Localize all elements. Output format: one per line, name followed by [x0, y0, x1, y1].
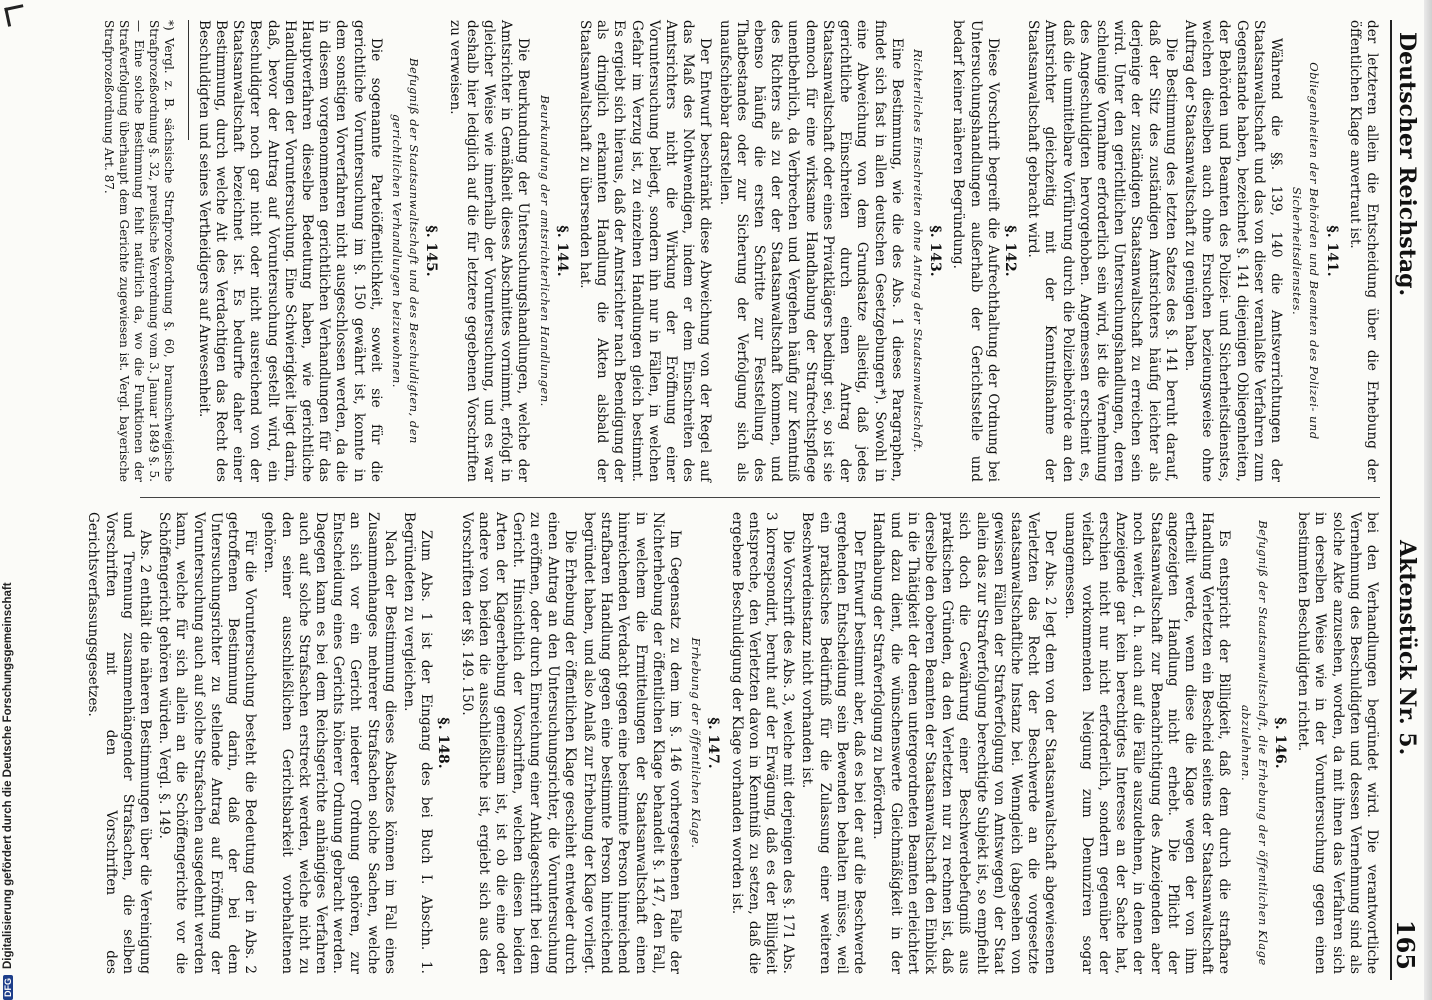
- section-subheading: Obliegenheiten der Behörden und Beamten des Polizei- und Sicherheitsdienstes.: [1290, 62, 1322, 440]
- section-subheading: Befugniß der Staatsanwaltschaft, die Erhebung der öffentlichen Klage abzulehnen.: [1238, 520, 1270, 966]
- paragraph: Der Entwurf bestimmt aber, daß es bei der auf die Beschwerde ergehenden Entscheidung sein Bewenden behalten müsse, weil ein praktisches Bedürfniß für die Zulassung einer weiteren Beschwerdeinstanz nicht vorhanden ist.: [799, 512, 868, 974]
- section-heading: §. 143.: [927, 225, 944, 277]
- paragraph: Die Beurkundung der Untersuchungshandlungen, welche der Amtsrichter in Gemäßheit dieses Abschnittes vornimmt, erfolgt in gleicher Weise wie innerhalb der Voruntersuchung, und es war deshalb hier lediglich auf die für letztere gegebenen Vorschriften zu verweisen.: [446, 20, 532, 482]
- digitization-credit: [2, 0, 16, 1000]
- credit-text: Digitalisierung gefördert durch die Deutsche Forschungsgemeinschaft: [2, 582, 14, 969]
- section-heading: §. 148.: [435, 717, 452, 769]
- dfg-logo-icon: DFG: [3, 975, 13, 1000]
- page-number: 165: [1391, 919, 1420, 970]
- paragraph: Im Gegensatz zu dem im §. 146 vorhergesehenen Falle der Nichterhebung der öffentlichen Klage behandelt §. 147, den Fall, in welchem die Ermittelungen der Staatsanwaltschaft einen hinreichenden Verdacht gegen eine bestimmte Person hinreichend strafbaren Handlung gegen eine bestimmte Person hinreichend begründet haben, und also Anlaß zur Erhebung der Klage vorliegt.: [581, 512, 684, 974]
- rotated-page-content: [85, 20, 1420, 980]
- section-heading: §. 146.: [1271, 717, 1288, 769]
- section-subheading: Richterliches Einschreiten ohne Antrag der Staatsanwaltschaft.: [910, 49, 925, 453]
- section-heading: §. 145.: [423, 225, 440, 277]
- section-heading: §. 141.: [1323, 225, 1340, 277]
- paragraph: Die Vorschrift des Abs. 3, welche mit derjenigen des §. 171 Abs. 3 korrespondirt, beruht auf der Erwägung, daß es der Billigkeit entspreche, den Verletzten davon in Kenntniß zu setzen, daß die ergebene Beschuldigung der Klage vorhanden worden ist.: [728, 512, 797, 974]
- paragraph: Während die §§. 139, 140 die Amtsverrichtungen der Staatsanwaltschaft und das von dieser veranlaßte Verfahren zum Gegenstande haben, bezeichnet §. 141 diejenigen Obliegenheiten, der Behörden und Beamten des Polizei- und Sicherheitsdienstes, welchen dieselben auch ohne Ersuchen bezieungsweise ohne Auftrag der Staatsanwaltschaft zu genügen haben.: [1181, 20, 1284, 482]
- paragraph: Der Abs. 2 legt dem von der Staatsanwaltschaft abgewiesenen Verletzten das Recht der Beschwerde an die vorgesetzte staatsanwaltschaftliche Instanz bei. Wenngleich (abgesehen von gewissen Fällen der Strafverfolgung von Amtswegen) der Staat allein das zur Strafverfolgung berechtigte Subjekt ist, so empfiehlt sich doch die Gewährung einer Beschwerdebefugniß aus praktischen Gründen, da den Verletzten nur zu rechnen ist, daß derselbe den oberen Beamten der Staatsanwaltschaft den Einblick in die Thätigkeit der denen untergeordneten Beamten erleichtert und dazu dient, die wünschenswerte Gleichmäßigkeit in der Handhabung der Strafverfolgung zu befördern.: [870, 512, 1059, 974]
- paragraph: bei den Verhandlungen begründet wird. Die verantwortliche Vernehmung des Beschuldigten und dessen Vernehmung sind als solche Akte anzusehen, worden, da mit ihnen das Verfahren sich in derselben Weise wie in der Voruntersuchung gegen einen bestimmten Beschuldigten richtet.: [1295, 512, 1380, 974]
- section-heading: §. 147.: [705, 717, 722, 769]
- footnote-rule: [188, 20, 189, 140]
- section-subheading: Beurkundung der amtsrichterlichen Handlungen.: [537, 95, 552, 407]
- header-title: Deutscher Reichstag.: [1394, 32, 1420, 297]
- section-heading: §. 144.: [553, 225, 570, 277]
- paragraph: Für die Voruntersuchung besteht die Bedeutung der in Abs. 2 getroffenen Bestimmung darin, daß der bei dem Untersuchungsrichter zu stellende Antrag auf Eröffnung der Voruntersuchung auch auf solche Strafsachen ausgedehnt werden kann, welche für sich allein an die Schöffengerichte vor die Schöffengericht gehören würden. Vergl. §. 149.: [156, 512, 259, 974]
- header-document-number: Aktenstück Nr. 5.: [1394, 540, 1420, 756]
- column-divider: [140, 497, 1380, 498]
- paragraph: Es entspricht der Billigkeit, daß dem durch die strafbare Handlung Verletzten ein Bescheid seitens der Staatsanwaltschaft ertheilt werde, wenn diese die Klage wegen der von ihm angezeigten Handlung nicht erhebt. Die Pflicht der Staatsanwaltschaft zur Benachrichtigung des Anzeigenden aber noch weiter, d. h. auch auf die Fälle auszudehnen, in denen der Anzeigende gar kein berechtigtes Interesse an der Sache hat, erschien nicht nur nicht erforderlich, sondern gegenüber der vielfach vorkommenden Neigung zum Denunziren sogar unangemessen.: [1061, 512, 1233, 974]
- paragraph: Diese Vorschrift begreift die Aufrechthaltung der Ordnung bei Untersuchungshandlungen außerhalb der Gerichtsstelle und bedarf keiner näheren Begründung.: [950, 20, 1001, 482]
- scan-edge: [1424, 0, 1432, 1000]
- section-heading: §. 142.: [1001, 225, 1018, 277]
- section-subheading: Erhebung der öffentlichen Klage.: [689, 637, 704, 849]
- paragraph: Der Entwurf beschränkt diese Abweichung von der Regel auf das Maß des Nothwendigen, indem er dem Einschreiten des Amtsrichters nicht die Wirkung der Eröffnung einer Voruntersuchung beilegt, sondern ihn nur in Fällen, in welchen Gefahr im Verzug ist, zu einzelnen Handlungen gleich bestimmt. Es ergiebt sich hieraus, daß der Amtsrichter nach Beendigung der als dringlich erkannten Handlung die Akten alsbald der Staatsanwaltschaft zu übersenden hat.: [577, 20, 714, 482]
- paragraph: der letzteren allein die Entscheidung über die Erhebung der öffentlichen Klage anvertraut ist.: [1346, 20, 1380, 482]
- left-column: [101, 20, 1380, 482]
- paragraph: Abs. 2 enthält die näheren Bestimmungen über die Vereinigung und Trennung zusammenhängender Strafsachen, die selben Vorschriften mit den Vorschriften des Gerichtsverfassungsgesetzes.: [85, 512, 153, 974]
- paragraph: Die Erhebung der öffentlichen Klage geschieht entweder durch einen Antrag an den Untersuchungsrichter, die Voruntersuchung zu eröffnen, oder durch Einreichung einer Anklageschrift bei dem Gericht. Hinsichtlich der Vorschriften, welchen diesen beiden Arten der Klageerhebung gemeinsam ist, ist ob die eine oder andere von beiden die ausschließliche ist, ergiebt sich aus den Vorschriften der §§. 149. 150.: [458, 512, 578, 974]
- section-subheading: Befugniß der Staatsanwaltschaft und des Beschuldigten, den gerichtlichen Verhandlungen beizuwohnen.: [390, 58, 422, 444]
- paragraph: Die sogenannte Parteiöffentlichkeit, soweit sie für die gerichtliche Voruntersuchung im §. 150 gewährt ist, konnte in dem sonstigen Vorverfahren nicht ausgeschlossen werden, da die in diesem vorgenommenen gerichtlichen Verhandlungen für das Hauptverfahren dieselbe Bedeutung haben, wie gerichtliche Handlungen der Voruntersuchung. Eine Schwierigkeit liegt darin, daß, bevor der Antrag auf Voruntersuchung gestellt wird, ein Beschuldigter noch gar nicht oder nicht ausreichend von der Staatsanwaltschaft bezeichnet ist. Es bedurfte daher einer Bestimmung, durch welche Ait des Verdachtigen das Recht des Beschuldigten und seines Vertheidigers auf Anwesenheit.: [195, 20, 384, 482]
- paragraph: Die Bestimmung des letzten Satzes des §. 141 beruht darauf, daß der Sitz des zuständigen Amtsrichters häufig leichter als derjenige der zuständigen Staatsanwaltschaft zu erreichen sein wird. Unter den gerichtlichen Untersuchungshandlungen, deren schleunige Vornahme erforderlich sein wird, ist die Vernehmung des Angeschuldigten hervorgehoben. Angemessen erscheint es, daß die unmittelbare Vorführung durch die Polizeibehörde an den Amtsrichter gleichzeitig mit der Kenntnißnahme der Staatsanwaltschaft gebracht wird.: [1025, 20, 1179, 482]
- paragraph: Zum Abs. 1 ist der Eingang des bei Buch I. Abschn. 1. Begründeten zu vergleichen.: [401, 512, 435, 974]
- paragraph: Nach der Bestimmung dieses Absatzes können im Fall eines Zusammenhanges mehrerer Strafsachen solche Sachen, welche an sich vor ein Gericht niederer Ordnung gehören, zur Entscheidung eines Gerichts höherer Ordnung gebracht werden. Dagegen kann es bei dem Reichsgerichte anhängiges Verfahren auch auf solche Strafsachen erstreckt werden, welche nicht zu den seiner ausschließlichen Gerichtsbarkeit vorbehaltenen gehören.: [261, 512, 398, 974]
- paragraph: Eine Bestimmung, wie die des Abs. 1 dieses Paragraphen, findet sich fast in allen deutschen Gesetzgebungen*). Sowohl in eine Abweichung von dem Grundsatze allseitig, daß jedes gerichtliche Einschreiten durch einen Antrag der Staatsanwaltschaft oder eines Privatklägers bedingt sei, so ist sie dennoch für eine wirksame Handhabung der Strafrechtspflege unentbehrlich, da Verbrechen und Vergehen häufig zur Kenntniß des Richters als zu der der Staatsanwaltschaft kommen, und ebenso häufig die ersten Schritte zur Feststellung des Thatbestandes oder zur Sicherung der Verfolgung sich als unaufschiebbar darstellen.: [716, 20, 905, 482]
- footnote: *) Vergl. z. B. sächsische Strafprozeßordnung §. 60, braunschweigische Strafprozeßordnung §. 32, preußische Verordnung vom 3. Januar 1849 §. 5. — Eine solche Bestimmung fehlt natürlich da, wo die Funktionen der Strafverfolgung überhaupt dem Gerichte zugewiesen ist. Vergl. bayerische Strafprozeßordnung Art. 87.: [101, 20, 176, 482]
- right-column: [85, 512, 1380, 974]
- page-header: [1390, 20, 1420, 980]
